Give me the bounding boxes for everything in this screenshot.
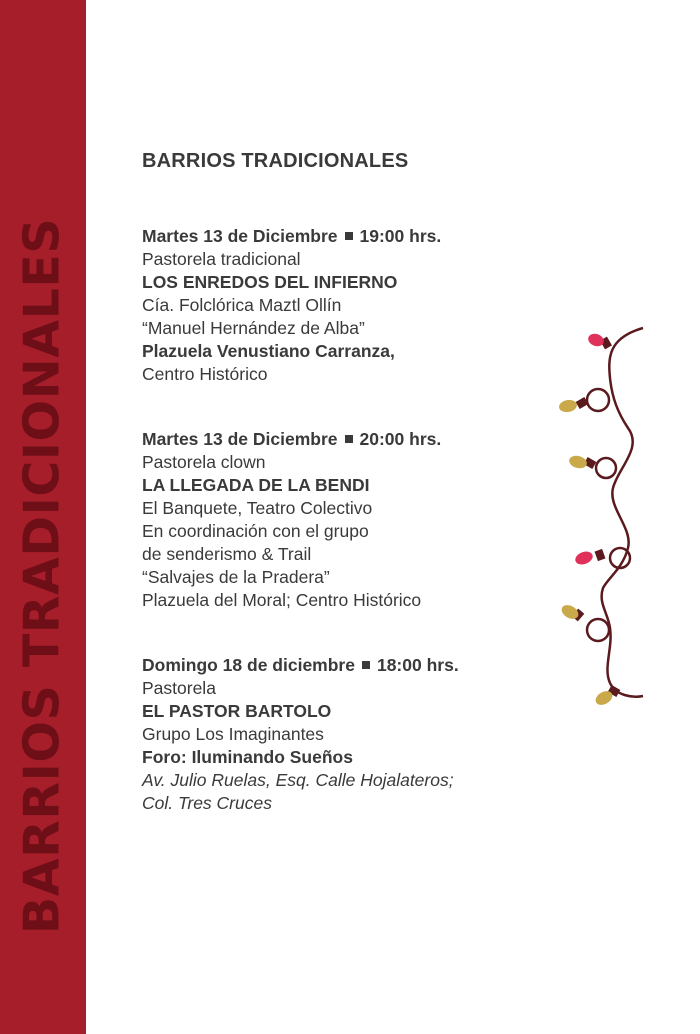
event-name: LA LLEGADA DE LA BENDI (142, 475, 370, 495)
bulb-pink-1 (586, 332, 612, 350)
event-day: Domingo 18 de diciembre (142, 655, 355, 675)
square-bullet-icon (345, 435, 353, 443)
event-type: Pastorela tradicional (142, 249, 301, 269)
event-address: Av. Julio Ruelas, Esq. Calle Hojalateros; (142, 770, 454, 790)
event-venue: Plazuela Venustiano Carranza, (142, 341, 395, 361)
bulb-gold-3 (559, 602, 584, 621)
event-3 (142, 654, 562, 815)
event-company: El Banquete, Teatro Colectivo (142, 498, 373, 518)
event-company: Grupo Los Imaginantes (142, 724, 324, 744)
event-venue: Plazuela del Moral; Centro Histórico (142, 590, 422, 610)
event-company: Cía. Folclórica Maztl Ollín (142, 295, 342, 315)
square-bullet-icon (362, 661, 370, 669)
event-time: 18:00 hrs. (376, 655, 459, 675)
event-time: 20:00 hrs. (359, 429, 442, 449)
event-company: de senderismo & Trail (142, 544, 312, 564)
string-lights-icon (548, 318, 648, 718)
event-company: “Manuel Hernández de Alba” (142, 318, 365, 338)
program-content (142, 150, 562, 857)
event-venue: Foro: Iluminando Sueños (142, 747, 353, 767)
section-title: BARRIOS TRADICIONALES (142, 150, 409, 172)
event-1 (142, 225, 562, 386)
event-date-line (142, 428, 562, 451)
event-type: Pastorela clown (142, 452, 266, 472)
square-bullet-icon (345, 232, 353, 240)
event-date-line (142, 654, 562, 677)
event-date-line (142, 225, 562, 248)
event-address: Col. Tres Cruces (142, 793, 272, 813)
side-title: BARRIOS TRADICIONALES (13, 217, 71, 935)
event-day: Martes 13 de Diciembre (142, 429, 338, 449)
event-company: En coordinación con el grupo (142, 521, 369, 541)
event-type: Pastorela (142, 678, 216, 698)
event-company: “Salvajes de la Pradera” (142, 567, 330, 587)
event-name: LOS ENREDOS DEL INFIERNO (142, 272, 398, 292)
bulb-gold-4 (593, 685, 620, 708)
event-day: Martes 13 de Diciembre (142, 226, 338, 246)
event-2 (142, 428, 562, 612)
event-time: 19:00 hrs. (359, 226, 442, 246)
event-name: EL PASTOR BARTOLO (142, 701, 332, 721)
bulb-gold-2 (568, 454, 597, 470)
bulb-pink-2 (573, 549, 605, 567)
bulb-gold-1 (558, 397, 588, 413)
event-venue-rest: Centro Histórico (142, 364, 268, 384)
